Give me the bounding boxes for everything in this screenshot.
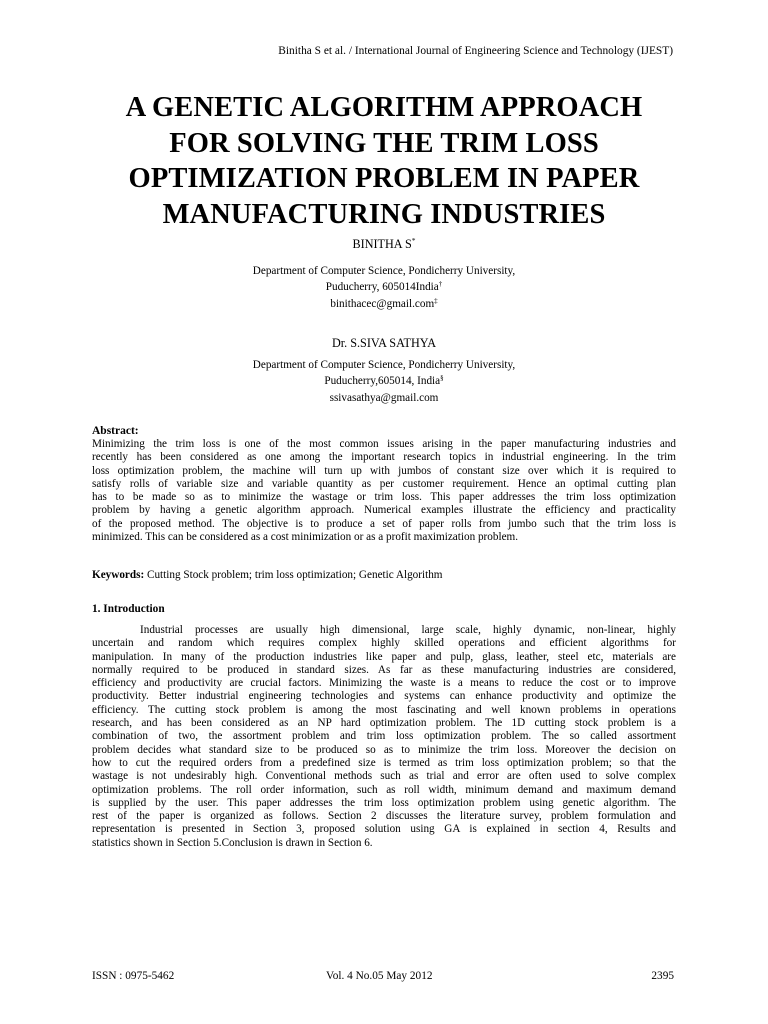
introduction-line: Industrial processes are usually high dimensional, large scale, highly dynamic, non-linear, highly <box>140 624 676 636</box>
section-heading-introduction: 1. Introduction <box>92 603 165 615</box>
author-name: Dr. S.SIVA SATHYA <box>331 336 437 350</box>
introduction-line: manipulation. In many of the production industries like paper and pulp, glass, leather, steel etc, materials are <box>92 650 676 663</box>
affiliation-line: Puducherry, 605014India† <box>325 280 443 294</box>
introduction-line: uncertain and random which requires complex highly skilled operations and efficient algorithms for <box>92 637 676 650</box>
introduction-line: how to cut the required orders from a predefined size is termed as trim loss optimization problem; so that the <box>92 756 676 769</box>
running-header: Binitha S et al. / International Journal of Engineering Science and Technology (IJEST) <box>278 45 673 57</box>
abstract-line: loss optimization problem, the machine will turn up with jumbos of constant size over which it is required to <box>92 464 676 477</box>
affiliation-line: Department of Computer Science, Pondicherry University, <box>252 265 516 277</box>
introduction-line: is supplied by the user. This paper addresses the trim loss optimization problem using genetic algorithm. The <box>92 796 676 809</box>
introduction-line: rest of the paper is organized as follows. Section 2 discusses the literature survey, problem formulation and <box>92 810 676 823</box>
author-name: BINITHA S* <box>352 236 416 251</box>
introduction-line: productivity. Better industrial engineering technologies and systems can enhance productivity and optimize the <box>92 690 676 703</box>
affiliation-line: Department of Computer Science, Pondicherry University, <box>252 359 516 371</box>
author-affiliation <box>0 262 768 311</box>
affiliation-line: Puducherry,605014, India§ <box>324 374 444 388</box>
footer-page-number: 2395 <box>651 970 674 982</box>
abstract-line: problem by having a genetic algorithm approach. Numerical examples illustrate the efficiency and practicality <box>92 504 676 517</box>
abstract-line: Minimizing the trim loss is one of the most common issues arising in the paper manufacturing industries and <box>92 438 676 450</box>
title-line: OPTIMIZATION PROBLEM IN PAPER <box>128 163 640 194</box>
abstract-line: of the proposed method. The objective is to produce a set of paper rolls from jumbo such that the trim loss is <box>92 517 676 530</box>
introduction-line: optimization problems. The roll order information, such as roll width, minimum demand and maximum demand <box>92 783 676 796</box>
author-email: ssivasathya@gmail.com <box>329 391 439 404</box>
introduction-line: normally required to be produced in standard sizes. As far as these manufacturing industries are considered, <box>92 663 676 676</box>
introduction-line: representation is presented in Section 3, proposed solution using GA is explained in section 4, Results and <box>92 823 676 836</box>
author-affiliation <box>0 356 768 405</box>
keywords-text: Cutting Stock problem; trim loss optimization; Genetic Algorithm <box>144 569 443 581</box>
abstract-line: minimized. This can be considered as a cost minimization or as a profit maximization problem. <box>92 531 519 544</box>
footer-volume: Vol. 4 No.05 May 2012 <box>326 970 433 982</box>
introduction-line: problem decides what standard size to be produced so as to minimize the trim loss. Moreover the decision on <box>92 743 676 756</box>
keywords-label: Keywords: <box>92 569 145 581</box>
introduction-body <box>92 624 676 850</box>
footer-issn: ISSN : 0975-5462 <box>92 970 175 982</box>
paper-title <box>50 90 718 232</box>
title-line: FOR SOLVING THE TRIM LOSS <box>169 127 599 159</box>
abstract-line: has to be made so as to minimize the wastage or trim loss. This paper addresses the trim loss optimization <box>92 491 676 504</box>
author-email: binithacec@gmail.com‡ <box>330 296 438 310</box>
title-line: MANUFACTURING INDUSTRIES <box>162 198 606 230</box>
introduction-line: statistics shown in Section 5.Conclusion is drawn in Section 6. <box>92 836 373 849</box>
keywords <box>92 569 443 581</box>
introduction-line: efficiency. The cutting stock problem is among the most fascinating and well known problems in operations <box>92 703 676 716</box>
abstract-body <box>92 438 676 544</box>
abstract-line: recently has been considered as one among the important research topics in industrial engineering. In the trim <box>92 451 676 464</box>
introduction-line: efficiency and productivity are crucial factors. Minimizing the waste is a means to reduce the cost or to improve <box>92 677 676 690</box>
abstract-line: satisfy rolls of variable size and variable quantity as per customer requirement. Hence an optimal cutting plan <box>92 477 676 490</box>
introduction-line: wastage is not undesirably high. Conventional methods such as trial and error are often used to solve complex <box>92 770 676 783</box>
title-line: A GENETIC ALGORITHM APPROACH <box>125 92 643 123</box>
introduction-line: research, and has been considered as an NP hard optimization problem. The 1D cutting stock problem is a <box>92 717 676 730</box>
abstract-heading: Abstract: <box>92 425 139 437</box>
introduction-line: combination of two, the assortment problem and trim loss optimization problem. The so called assortment <box>92 730 676 743</box>
